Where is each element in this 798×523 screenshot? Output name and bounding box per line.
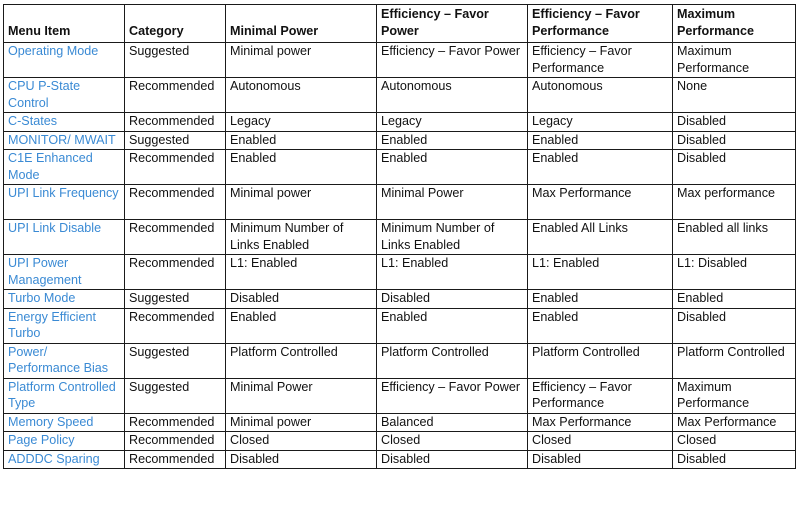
cell-efficiency-favor-power: Platform Controlled bbox=[377, 343, 528, 378]
table-row bbox=[4, 450, 796, 469]
cell-menu-item[interactable]: Energy Efficient Turbo bbox=[4, 308, 125, 343]
cell-maximum-performance: Max performance bbox=[673, 185, 796, 220]
cell-maximum-performance: Maximum Performance bbox=[673, 43, 796, 78]
table-row bbox=[4, 78, 796, 113]
cell-maximum-performance: Platform Controlled bbox=[673, 343, 796, 378]
cell-menu-item[interactable]: UPI Power Management bbox=[4, 255, 125, 290]
table-row bbox=[4, 113, 796, 132]
cell-efficiency-favor-performance: Enabled All Links bbox=[528, 220, 673, 255]
cell-efficiency-favor-power: Closed bbox=[377, 432, 528, 451]
cell-maximum-performance: Disabled bbox=[673, 113, 796, 132]
cell-efficiency-favor-power: Efficiency – Favor Power bbox=[377, 43, 528, 78]
table-row bbox=[4, 185, 796, 220]
cell-category: Recommended bbox=[125, 185, 226, 220]
cell-efficiency-favor-performance: Enabled bbox=[528, 308, 673, 343]
table-row bbox=[4, 131, 796, 150]
cell-efficiency-favor-performance: Enabled bbox=[528, 290, 673, 309]
cell-efficiency-favor-power: Disabled bbox=[377, 290, 528, 309]
cell-efficiency-favor-performance: Legacy bbox=[528, 113, 673, 132]
cell-menu-item[interactable]: Platform Controlled Type bbox=[4, 378, 125, 413]
cell-menu-item[interactable]: Turbo Mode bbox=[4, 290, 125, 309]
cell-maximum-performance: Max Performance bbox=[673, 413, 796, 432]
header-row bbox=[4, 5, 796, 43]
cell-category: Recommended bbox=[125, 308, 226, 343]
cell-maximum-performance: Disabled bbox=[673, 308, 796, 343]
cell-efficiency-favor-performance: Efficiency – Favor Performance bbox=[528, 43, 673, 78]
cell-minimal-power: Legacy bbox=[226, 113, 377, 132]
table-row bbox=[4, 150, 796, 185]
table-body bbox=[4, 43, 796, 469]
table-row bbox=[4, 378, 796, 413]
header-efficiency-favor-performance: Efficiency – Favor Performance bbox=[528, 5, 673, 43]
table-row bbox=[4, 308, 796, 343]
cell-maximum-performance: L1: Disabled bbox=[673, 255, 796, 290]
cell-efficiency-favor-performance: Max Performance bbox=[528, 413, 673, 432]
cell-category: Recommended bbox=[125, 220, 226, 255]
cell-efficiency-favor-performance: Max Performance bbox=[528, 185, 673, 220]
header-efficiency-favor-power: Efficiency – Favor Power bbox=[377, 5, 528, 43]
table-row bbox=[4, 432, 796, 451]
cell-menu-item[interactable]: UPI Link Disable bbox=[4, 220, 125, 255]
cell-menu-item[interactable]: CPU P-State Control bbox=[4, 78, 125, 113]
cell-menu-item[interactable]: Memory Speed bbox=[4, 413, 125, 432]
cell-efficiency-favor-power: Enabled bbox=[377, 131, 528, 150]
cell-category: Suggested bbox=[125, 290, 226, 309]
cell-menu-item[interactable]: C-States bbox=[4, 113, 125, 132]
cell-minimal-power: Enabled bbox=[226, 308, 377, 343]
cell-minimal-power: Minimal power bbox=[226, 43, 377, 78]
cell-category: Recommended bbox=[125, 113, 226, 132]
cell-efficiency-favor-power: Legacy bbox=[377, 113, 528, 132]
cell-minimal-power: Minimal power bbox=[226, 185, 377, 220]
cell-maximum-performance: Closed bbox=[673, 432, 796, 451]
table-row bbox=[4, 343, 796, 378]
cell-maximum-performance: None bbox=[673, 78, 796, 113]
cell-efficiency-favor-power: Disabled bbox=[377, 450, 528, 469]
bios-settings-table bbox=[3, 4, 796, 469]
cell-menu-item[interactable]: Operating Mode bbox=[4, 43, 125, 78]
cell-category: Recommended bbox=[125, 432, 226, 451]
cell-minimal-power: Autonomous bbox=[226, 78, 377, 113]
cell-efficiency-favor-power: Balanced bbox=[377, 413, 528, 432]
cell-efficiency-favor-performance: Platform Controlled bbox=[528, 343, 673, 378]
cell-category: Suggested bbox=[125, 343, 226, 378]
header-maximum-performance: Maximum Performance bbox=[673, 5, 796, 43]
cell-category: Recommended bbox=[125, 255, 226, 290]
cell-menu-item[interactable]: C1E Enhanced Mode bbox=[4, 150, 125, 185]
cell-efficiency-favor-performance: Efficiency – Favor Performance bbox=[528, 378, 673, 413]
cell-efficiency-favor-power: Enabled bbox=[377, 308, 528, 343]
cell-efficiency-favor-performance: Disabled bbox=[528, 450, 673, 469]
cell-minimal-power: Minimal power bbox=[226, 413, 377, 432]
header-menu-item: Menu Item bbox=[4, 5, 125, 43]
cell-maximum-performance: Maximum Performance bbox=[673, 378, 796, 413]
cell-menu-item[interactable]: MONITOR/ MWAIT bbox=[4, 131, 125, 150]
cell-menu-item[interactable]: Page Policy bbox=[4, 432, 125, 451]
cell-category: Recommended bbox=[125, 450, 226, 469]
cell-efficiency-favor-performance: Autonomous bbox=[528, 78, 673, 113]
cell-efficiency-favor-power: Minimum Number of Links Enabled bbox=[377, 220, 528, 255]
cell-efficiency-favor-power: L1: Enabled bbox=[377, 255, 528, 290]
cell-efficiency-favor-power: Efficiency – Favor Power bbox=[377, 378, 528, 413]
cell-maximum-performance: Enabled all links bbox=[673, 220, 796, 255]
cell-minimal-power: Disabled bbox=[226, 290, 377, 309]
cell-efficiency-favor-power: Enabled bbox=[377, 150, 528, 185]
cell-minimal-power: Enabled bbox=[226, 150, 377, 185]
header-minimal-power: Minimal Power bbox=[226, 5, 377, 43]
cell-minimal-power: L1: Enabled bbox=[226, 255, 377, 290]
cell-category: Suggested bbox=[125, 378, 226, 413]
cell-efficiency-favor-power: Minimal Power bbox=[377, 185, 528, 220]
cell-minimal-power: Enabled bbox=[226, 131, 377, 150]
cell-efficiency-favor-power: Autonomous bbox=[377, 78, 528, 113]
cell-menu-item[interactable]: UPI Link Frequency bbox=[4, 185, 125, 220]
table-row bbox=[4, 255, 796, 290]
cell-minimal-power: Minimal Power bbox=[226, 378, 377, 413]
cell-minimal-power: Closed bbox=[226, 432, 377, 451]
cell-menu-item[interactable]: ADDDC Sparing bbox=[4, 450, 125, 469]
cell-efficiency-favor-performance: L1: Enabled bbox=[528, 255, 673, 290]
cell-maximum-performance: Disabled bbox=[673, 131, 796, 150]
table-row bbox=[4, 290, 796, 309]
cell-efficiency-favor-performance: Closed bbox=[528, 432, 673, 451]
cell-minimal-power: Minimum Number of Links Enabled bbox=[226, 220, 377, 255]
cell-minimal-power: Disabled bbox=[226, 450, 377, 469]
cell-efficiency-favor-performance: Enabled bbox=[528, 150, 673, 185]
cell-category: Recommended bbox=[125, 413, 226, 432]
table-row bbox=[4, 220, 796, 255]
cell-menu-item[interactable]: Power/ Performance Bias bbox=[4, 343, 125, 378]
cell-category: Suggested bbox=[125, 131, 226, 150]
cell-category: Recommended bbox=[125, 78, 226, 113]
cell-minimal-power: Platform Controlled bbox=[226, 343, 377, 378]
cell-category: Suggested bbox=[125, 43, 226, 78]
cell-category: Recommended bbox=[125, 150, 226, 185]
cell-efficiency-favor-performance: Enabled bbox=[528, 131, 673, 150]
cell-maximum-performance: Disabled bbox=[673, 450, 796, 469]
table-row bbox=[4, 43, 796, 78]
header-category: Category bbox=[125, 5, 226, 43]
table-row bbox=[4, 413, 796, 432]
cell-maximum-performance: Disabled bbox=[673, 150, 796, 185]
cell-maximum-performance: Enabled bbox=[673, 290, 796, 309]
